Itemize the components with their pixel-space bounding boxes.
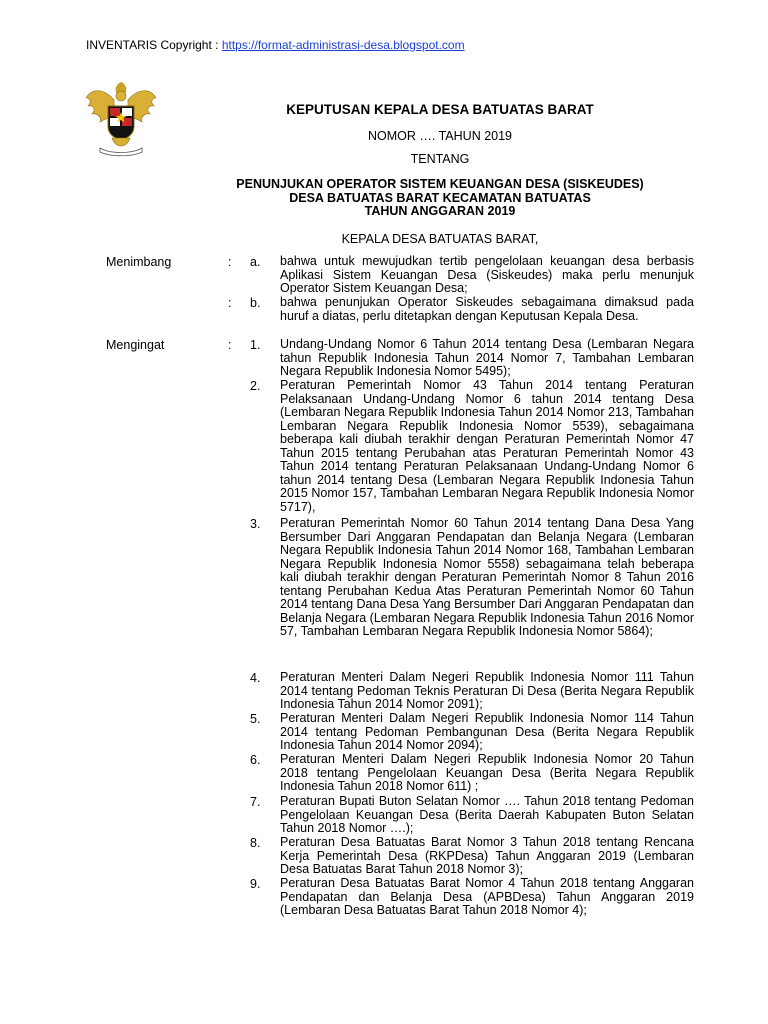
menimbang-colon-b: : [228,296,232,310]
mengingat-marker-3: 3. [250,517,261,531]
decree-subject [160,178,720,219]
mengingat-item-4: Peraturan Menteri Dalam Negeri Republik Indonesia Nomor 111 Tahun 2014 tentang Pedoman Teknis Peraturan Di Desa (Berita Negara Republik Indonesia Tahun 2014 Nomor 2091); [280,670,694,711]
mengingat-item-1: Undang-Undang Nomor 6 Tahun 2014 tentang Desa (Lembaran Negara tahun Republik Indonesia Tahun 2014 Nomor 7, Tambahan Lembaran Negara Republik Indonesia Nomor 5495); [280,337,694,378]
copyright-header [86,38,465,52]
mengingat-marker-8: 8. [250,836,261,850]
mengingat-item-3: Peraturan Pemerintah Nomor 60 Tahun 2014 tentang Dana Desa Yang Bersumber Dari Anggaran Pendapatan dan Belanja Negara (Lembaran Negara Republik Indonesia Tahun 2014 Nomor 168, Tambahan Lembaran Negara Republik Indonesia Nomor 5558) sebagaimana telah beberapa kali diubah terakhir dengan Peraturan Pemerintah Nomor 8 Tahun 2016 tentang Perubahan Kedua Atas Peraturan Pemerintah Nomor 60 Tahun 2014 tentang Dana Desa Yang Bersumber Dari Anggaran Pendapatan dan Belanja Negara (Lembaran Negara Republik Indonesia Tahun 2016 Nomor 57, Tambahan Lembaran Negara Republik Indonesia Nomor 5864); [280,516,694,638]
subject-line-1: PENUNJUKAN OPERATOR SISTEM KEUANGAN DESA (SISKEUDES) [236,177,644,191]
mengingat-marker-4: 4. [250,671,261,685]
mengingat-item-7: Peraturan Bupati Buton Selatan Nomor …. Tahun 2018 tentang Pedoman Pengelolaan Keuangan Desa (Berita Daerah Kabupaten Buton Selatan Tahun 2018 Nomor ….); [280,794,694,835]
mengingat-item-5: Peraturan Menteri Dalam Negeri Republik Indonesia Nomor 114 Tahun 2014 tentang Pedoman Pembangunan Desa (Berita Negara Republik Indonesia Tahun 2014 Nomor 2094); [280,711,694,752]
subject-line-3: TAHUN ANGGARAN 2019 [364,204,516,218]
mengingat-marker-2: 2. [250,379,261,393]
mengingat-colon: : [228,338,232,352]
menimbang-label: Menimbang [106,255,172,269]
menimbang-marker-b: b. [250,296,261,310]
mengingat-marker-5: 5. [250,712,261,726]
decree-title: KEPUTUSAN KEPALA DESA BATUATAS BARAT [286,102,594,117]
mengingat-item-6: Peraturan Menteri Dalam Negeri Republik Indonesia Nomor 20 Tahun 2018 tentang Pengelolaan Keuangan Desa (Berita Negara Republik Indonesia Tahun 2018 Nomor 611) ; [280,752,694,793]
subject-line-2: DESA BATUATAS BARAT KECAMATAN BATUATAS [289,190,591,205]
mengingat-label: Mengingat [106,338,165,352]
menimbang-colon-a: : [228,255,232,269]
decree-tentang: TENTANG [410,152,470,166]
menimbang-marker-a: a. [250,255,261,269]
garuda-emblem [84,78,158,158]
menimbang-item-b: bahwa penunjukan Operator Siskeudes sebagaimana dimaksud pada huruf a diatas, perlu ditetapkan dengan Keputusan Kepala Desa. [280,295,694,323]
mengingat-item-8: Peraturan Desa Batuatas Barat Nomor 3 Tahun 2018 tentang Rencana Kerja Pemerintah Desa (RKPDesa) Tahun Anggaran 2019 (Lembaran Desa Batuatas Barat Tahun 2018 Nomor 3); [280,835,694,876]
mengingat-item-2: Peraturan Pemerintah Nomor 43 Tahun 2014 tentang Peraturan Pelaksanaan Undang-Undang Nomor 6 tahun 2014 tentang Desa (Lembaran Negara Republik Indonesia Tahun 2014 Nomor 213, Tambahan Lembaran Negara Republik Indonesia Nomor 5539), sebagaimana beberapa kali diubah terakhir dengan Peraturan Pemerintah Nomor 47 Tahun 2015 tentang Perubahan atas Peraturan Pemerintah Nomor 43 Tahun 2014 tentang Peraturan Pelaksanaan Undang-Undang Nomor 6 tahun 2014 tentang Desa (Lembaran Negara Republik Indonesia Tahun 2015 Nomor 157, Tambahan Lembaran Negara Republik Indonesia Nomor 5717), [280,378,694,514]
copyright-prefix: INVENTARIS Copyright : [86,38,222,52]
mengingat-marker-1: 1. [250,338,261,352]
decree-number: NOMOR …. TAHUN 2019 [367,129,512,143]
menimbang-item-a: bahwa untuk mewujudkan tertib pengelolaan keuangan desa berbasis Aplikasi Sistem Keuangan Desa (Siskeudes) maka perlu menunjuk Operator Sistem Keuangan Desa; [280,254,694,295]
mengingat-marker-7: 7. [250,795,261,809]
official-title: KEPALA DESA BATUATAS BARAT, [341,232,539,246]
mengingat-item-9: Peraturan Desa Batuatas Barat Nomor 4 Tahun 2018 tentang Anggaran Pendapatan dan Belanja Desa (APBDesa) Tahun Anggaran 2019 (Lembaran Desa Batuatas Barat Tahun 2018 Nomor 4); [280,876,694,917]
copyright-link[interactable]: https://format-administrasi-desa.blogspot.com [221,38,465,52]
mengingat-marker-9: 9. [250,877,261,891]
mengingat-marker-6: 6. [250,753,261,767]
